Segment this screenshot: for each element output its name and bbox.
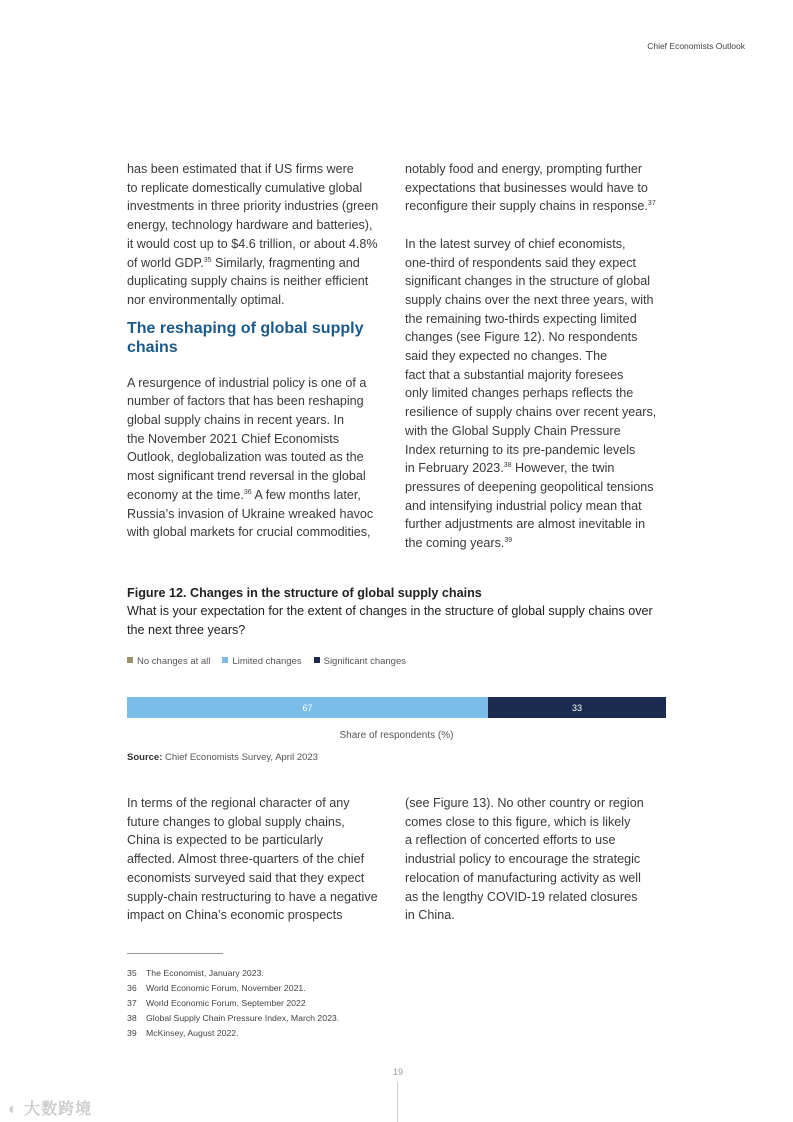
text-line: further adjustments are almost inevitable in bbox=[405, 517, 646, 532]
text-line: to replicate domestically cumulative global bbox=[127, 180, 363, 195]
text-line: it would cost up to $4.6 trillion, or about 4.8% bbox=[127, 236, 378, 251]
footnote-number: 37 bbox=[127, 998, 137, 1008]
text-line: (see Figure 13). No other country or region bbox=[405, 796, 644, 810]
text-line: as the lengthy COVID-19 related closures bbox=[405, 889, 638, 904]
footnote-number: 35 bbox=[127, 968, 137, 978]
text-line: changes (see Figure 12). No respondents bbox=[405, 330, 638, 345]
text-line: In the latest survey of chief economists, bbox=[405, 236, 626, 251]
watermark-text: 大数跨境 bbox=[24, 1101, 93, 1118]
footnote-ref: 35 bbox=[203, 256, 212, 264]
footnote-ref: 37 bbox=[647, 200, 656, 208]
text-line: comes close to this figure, which is likely bbox=[405, 814, 631, 829]
figure-title: Figure 12. Changes in the structure of global supply chains bbox=[127, 586, 482, 600]
footnote bbox=[127, 1011, 339, 1026]
stacked-bar bbox=[127, 697, 666, 718]
page-divider bbox=[397, 1082, 398, 1122]
text-line: in China. bbox=[405, 908, 455, 923]
footnote-number: 39 bbox=[127, 1028, 137, 1038]
legend-label: Limited changes bbox=[232, 656, 302, 667]
text-line: economy at the time.$^{36}$ A few months later, bbox=[127, 487, 361, 502]
text-line: Index returning to its pre-pandemic levels bbox=[405, 442, 636, 457]
text-line: the coming years.$^{39}$ bbox=[405, 536, 513, 551]
source-text: Chief Economists Survey, April 2023 bbox=[162, 752, 318, 763]
footnote-ref: 39 bbox=[504, 537, 513, 545]
text-line: global supply chains in recent years. In bbox=[127, 413, 345, 428]
paragraph bbox=[405, 794, 670, 925]
text-line: only limited changes perhaps reflects the bbox=[405, 386, 634, 401]
footnote-text: McKinsey, August 2022. bbox=[146, 1028, 239, 1038]
text-line: in February 2023.38 However, the twin bbox=[405, 461, 615, 476]
legend-label: No changes at all bbox=[137, 656, 211, 667]
text-line: pressures of deepening geopolitical tensions bbox=[405, 479, 654, 494]
footnote-ref: 38 bbox=[503, 462, 512, 470]
text-line: economists surveyed said that they expect bbox=[127, 870, 365, 885]
text-line: supply-chain restructuring to have a negative bbox=[127, 889, 378, 904]
footnote-text: The Economist, January 2023. bbox=[146, 968, 264, 978]
footnote bbox=[127, 981, 339, 996]
footnote-text: World Economic Forum, September 2022 bbox=[146, 998, 306, 1008]
footnote bbox=[127, 1026, 339, 1041]
left-column-bottom bbox=[127, 794, 392, 925]
section-heading: The reshaping of global supply chains bbox=[127, 319, 364, 357]
x-axis-label: Share of respondents (%) bbox=[339, 730, 454, 741]
text-line: significant changes in the structure of global bbox=[405, 274, 651, 289]
footnote-text: World Economic Forum, November 2021. bbox=[146, 983, 306, 993]
figure-heading bbox=[127, 584, 667, 639]
footnote-text: Global Supply Chain Pressure Index, March 2023. bbox=[146, 1013, 340, 1023]
text-line: most significant trend reversal in the global bbox=[127, 469, 366, 484]
text-line: Russia’s invasion of Ukraine wreaked havoc bbox=[127, 506, 374, 521]
page-number: 19 bbox=[392, 1067, 403, 1077]
text-line: resilience of supply chains over recent years, bbox=[405, 405, 657, 420]
text-line: supply chains over the next three years, with bbox=[405, 292, 654, 307]
text-line: reconfigure their supply chains in response.$^{37}$ bbox=[405, 199, 656, 214]
legend-label: Significant changes bbox=[323, 656, 406, 667]
paragraph bbox=[127, 794, 392, 925]
text-line: nor environmentally optimal. bbox=[127, 292, 285, 307]
text-line: of world GDP.$^{35}$ Similarly, fragmenting and bbox=[127, 255, 360, 270]
source-label: Source: bbox=[127, 752, 163, 763]
text-line: with global markets for crucial commodities, bbox=[127, 525, 371, 540]
footnote-ref: 36 bbox=[243, 488, 252, 496]
bar-segment-significant-changes: 33 bbox=[488, 697, 666, 718]
footnote-number: 38 bbox=[127, 1013, 137, 1023]
text-line: impact on China’s economic prospects bbox=[127, 908, 343, 923]
text-line: duplicating supply chains is neither efficient bbox=[127, 274, 369, 289]
legend-item bbox=[314, 656, 406, 667]
paragraph-gap bbox=[405, 216, 670, 235]
text-line: a reflection of concerted efforts to use bbox=[405, 833, 616, 848]
footnote bbox=[127, 996, 339, 1011]
left-column-top bbox=[127, 160, 392, 542]
text-line: China is expected to be particularly bbox=[127, 833, 324, 848]
text-line: affected. Almost three-quarters of the chief bbox=[127, 852, 365, 867]
figure-question: What is your expectation for the extent of changes in the structure of global supply chains over the next three years? bbox=[127, 604, 653, 637]
text-line: has been estimated that if US firms were bbox=[127, 162, 354, 176]
legend-swatch bbox=[222, 657, 228, 663]
paragraph bbox=[405, 160, 670, 553]
text-line: and intensifying industrial policy mean that bbox=[405, 498, 642, 513]
text-line: energy, technology hardware and batteries), bbox=[127, 218, 373, 233]
legend-item bbox=[222, 656, 301, 667]
bar-segment-limited-changes: 67 bbox=[127, 697, 488, 718]
legend-swatch bbox=[314, 657, 320, 663]
text-line: future changes to global supply chains, bbox=[127, 814, 345, 829]
right-column-bottom bbox=[405, 794, 670, 925]
text-line: said they expected no changes. The bbox=[405, 349, 608, 364]
text-line: Outlook, deglobalization was touted as the bbox=[127, 450, 364, 465]
footnotes bbox=[127, 966, 339, 1041]
footnote bbox=[127, 966, 339, 981]
paragraph bbox=[127, 160, 392, 310]
text-line: number of factors that has been reshaping bbox=[127, 394, 364, 409]
text-line: investments in three priority industries (green bbox=[127, 199, 379, 214]
legend-item bbox=[127, 656, 210, 667]
text-line: relocation of manufacturing activity as well bbox=[405, 870, 641, 885]
text-line: the November 2021 Chief Economists bbox=[127, 431, 340, 446]
text-line: with the Global Supply Chain Pressure bbox=[405, 423, 621, 438]
watermark-logo: ◐ 大数跨境 bbox=[8, 1101, 93, 1118]
paragraph bbox=[127, 374, 392, 542]
text-line: industrial policy to encourage the strategic bbox=[405, 852, 641, 867]
chart-legend bbox=[127, 656, 406, 667]
text-line: notably food and energy, prompting further bbox=[405, 162, 643, 176]
right-column-top bbox=[405, 160, 670, 553]
figure-source bbox=[127, 752, 318, 763]
text-line: expectations that businesses would have to bbox=[405, 180, 648, 195]
footnote-divider bbox=[127, 953, 223, 954]
running-header: Chief Economists Outlook bbox=[647, 41, 745, 51]
legend-swatch bbox=[127, 657, 133, 663]
footnote-number: 36 bbox=[127, 983, 137, 993]
text-line: A resurgence of industrial policy is one of a bbox=[127, 375, 367, 390]
text-line: the remaining two-thirds expecting limited bbox=[405, 311, 637, 326]
text-line: fact that a substantial majority foresees bbox=[405, 367, 624, 382]
text-line: In terms of the regional character of any bbox=[127, 796, 350, 810]
text-line: one-third of respondents said they expect bbox=[405, 255, 637, 270]
